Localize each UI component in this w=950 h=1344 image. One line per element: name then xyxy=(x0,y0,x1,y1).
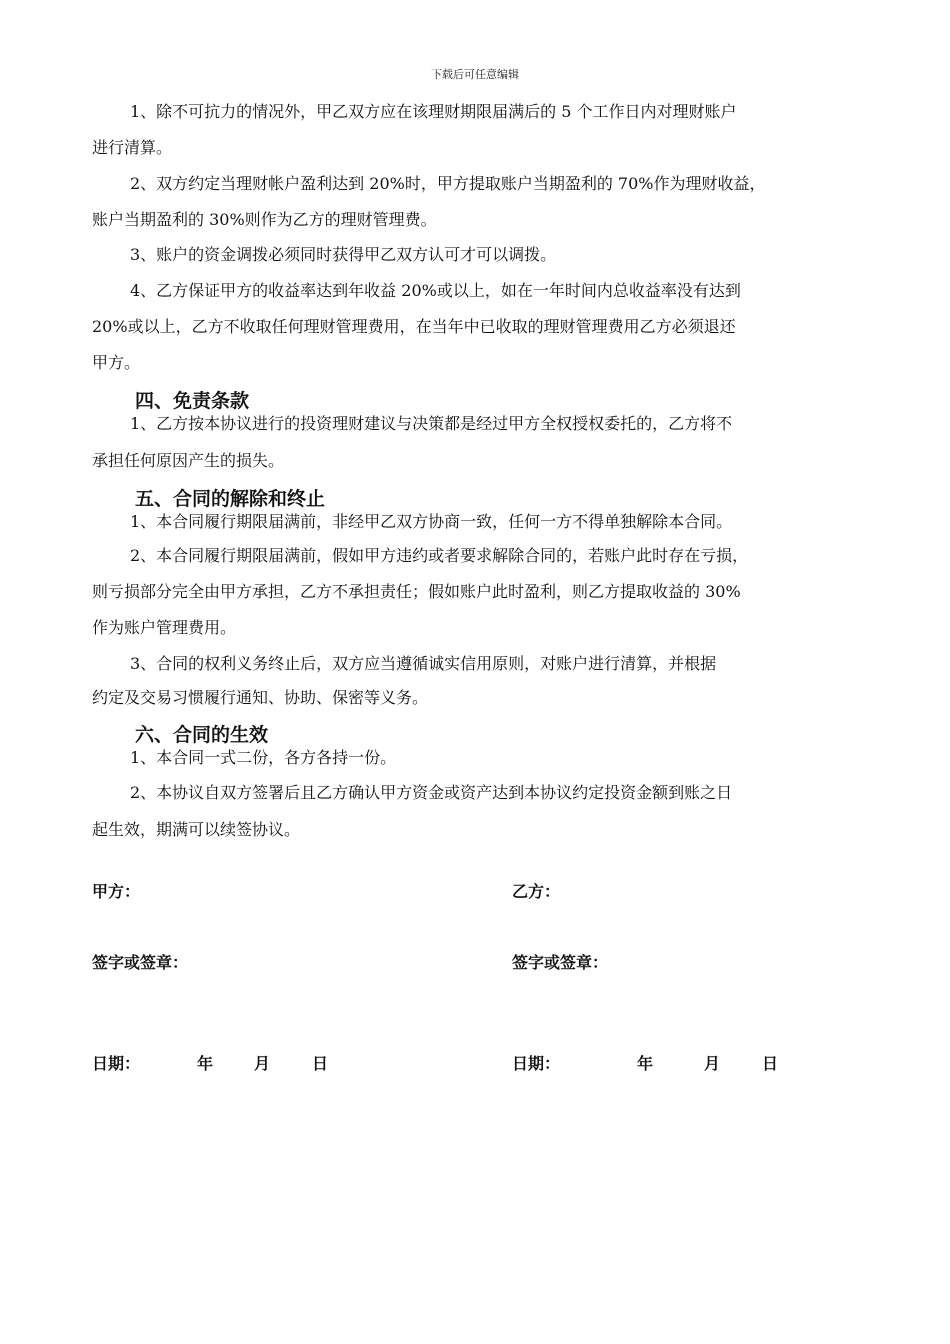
s3-item-1-line-1: 1、除不可抗力的情况外，甲乙双方应在该理财期限届满后的 5 个工作日内对理财账户 xyxy=(130,102,737,121)
s6-item-2-line-1: 2、本协议自双方签署后且乙方确认甲方资金或资产达到本协议约定投资金额到账之日 xyxy=(130,783,733,802)
s3-item-2-line-2: 账户当期盈利的 30%则作为乙方的理财管理费。 xyxy=(92,210,437,229)
s3-item-4-line-2: 20%或以上，乙方不收取任何理财管理费用，在当年中已收取的理财管理费用乙方必须退还 xyxy=(92,317,736,336)
party-a-signature-label: 签字或签章： xyxy=(92,953,189,972)
s3-item-2-line-1: 2、双方约定当理财帐户盈利达到 20%时，甲方提取账户当期盈利的 70%作为理财收益， xyxy=(130,174,766,193)
party-b-day-label: 日 xyxy=(762,1054,779,1073)
party-a-day-label: 日 xyxy=(312,1054,329,1073)
s3-item-4-line-3: 甲方。 xyxy=(92,353,141,372)
s3-item-1-line-2: 进行清算。 xyxy=(92,138,173,157)
section-4-heading: 四、免责条款 xyxy=(135,390,250,412)
s5-item-2-line-2: 则亏损部分完全由甲方承担，乙方不承担责任；假如账户此时盈利，则乙方提取收益的 30% xyxy=(92,582,741,601)
party-a-label: 甲方： xyxy=(92,882,141,901)
s4-item-1-line-1: 1、乙方按本协议进行的投资理财建议与决策都是经过甲方全权授权委托的，乙方将不 xyxy=(130,414,733,433)
s5-item-3-line-1: 3、合同的权利义务终止后，双方应当遵循诚实信用原则，对账户进行清算，并根据 xyxy=(130,654,717,673)
page-header: 下载后可任意编辑 xyxy=(431,68,519,81)
s5-item-2-line-1: 2、本合同履行期限届满前，假如甲方违约或者要求解除合同的，若账户此时存在亏损， xyxy=(130,546,749,565)
party-b-month-label: 月 xyxy=(704,1054,721,1073)
s5-item-3-line-2: 约定及交易习惯履行通知、协助、保密等义务。 xyxy=(92,688,429,707)
party-b-label: 乙方： xyxy=(512,882,561,901)
party-b-signature-label: 签字或签章： xyxy=(512,953,609,972)
s5-item-1: 1、本合同履行期限届满前，非经甲乙双方协商一致，任何一方不得单独解除本合同。 xyxy=(130,512,733,531)
s4-item-1-line-2: 承担任何原因产生的损失。 xyxy=(92,451,285,470)
party-b-date-label: 日期： xyxy=(512,1054,561,1073)
s6-item-2-line-2: 起生效，期满可以续签协议。 xyxy=(92,820,301,839)
s6-item-1: 1、本合同一式二份，各方各持一份。 xyxy=(130,748,397,767)
party-a-date-label: 日期： xyxy=(92,1054,141,1073)
section-5-heading: 五、合同的解除和终止 xyxy=(135,488,326,510)
party-a-year-label: 年 xyxy=(197,1054,214,1073)
s3-item-4-line-1: 4、乙方保证甲方的收益率达到年收益 20%或以上，如在一年时间内总收益率没有达到 xyxy=(130,281,741,300)
party-a-month-label: 月 xyxy=(254,1054,271,1073)
s5-item-2-line-3: 作为账户管理费用。 xyxy=(92,618,237,637)
s3-item-3: 3、账户的资金调拨必须同时获得甲乙双方认可才可以调拨。 xyxy=(130,245,557,264)
party-b-year-label: 年 xyxy=(637,1054,654,1073)
section-6-heading: 六、合同的生效 xyxy=(135,724,269,746)
